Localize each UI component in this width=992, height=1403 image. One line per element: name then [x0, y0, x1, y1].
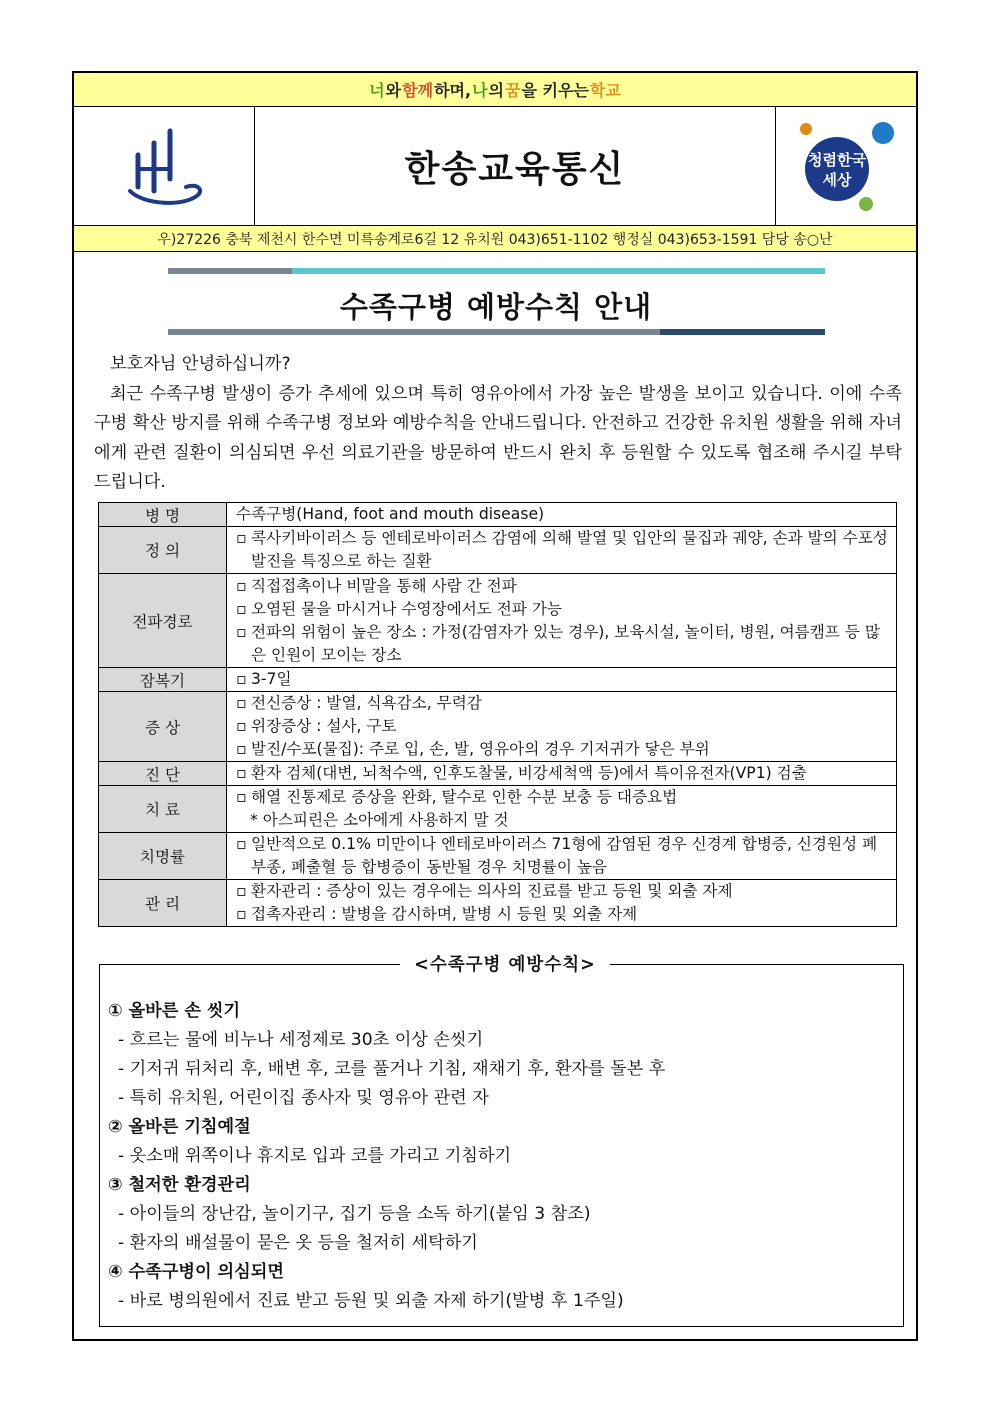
info-table-row [99, 503, 897, 527]
info-row-label: 치 료 [99, 786, 227, 833]
school-logo-icon [74, 107, 254, 225]
info-row-value [227, 762, 897, 786]
info-table-row [99, 692, 897, 762]
info-row-value [227, 527, 897, 574]
info-table-row [99, 786, 897, 833]
info-bullet [236, 598, 890, 621]
info-bullet-text: 3-7일 [251, 670, 292, 688]
info-table-row [99, 762, 897, 786]
info-bullet [236, 903, 890, 926]
newsletter-title: 한송교육통신 [404, 148, 626, 190]
prevention-heading: ④ 수족구병이 의심되면 [108, 1262, 284, 1282]
info-plain-text: 수족구병(Hand, foot and mouth disease) [236, 505, 545, 523]
info-row-value [227, 786, 897, 833]
info-table-row [99, 833, 897, 880]
info-bullet-text: 환자관리 : 증상이 있는 경우에는 의사의 진료를 받고 등원 및 외출 자제 [251, 882, 733, 900]
prevention-item: - 환자의 배설물이 묻은 옷 등을 철저히 세탁하기 [118, 1233, 478, 1253]
info-bullet-text: 오염된 물을 마시거나 수영장에서도 전파 가능 [251, 599, 562, 618]
info-row-value [227, 880, 897, 927]
info-table-row [99, 527, 897, 574]
info-bullet-text: 일반적으로 0.1% 미만이나 엔테로바이러스 71형에 감염된 경우 신경계 합병증, 신경원성 폐부종, 폐출혈 등 합병증이 동반될 경우 치명률이 높음 [251, 835, 878, 876]
motto-part: 너 [369, 81, 385, 100]
motto-part: 함께 [402, 81, 434, 100]
svg-text:세상: 세상 [822, 171, 852, 189]
newsletter-frame [72, 71, 918, 1341]
info-bullet [236, 527, 890, 573]
info-bullet-text: 콕사키바이러스 등 엔테로바이러스 감염에 의해 발열 및 입안의 물집과 궤양, 손과 발의 수포성 발진을 특징으로 하는 질환 [251, 529, 888, 570]
info-bullet [236, 738, 890, 761]
prevention-heading: ③ 철저한 환경관리 [108, 1175, 251, 1195]
school-motto [74, 73, 916, 107]
info-table-row [99, 574, 897, 668]
info-bullet-text: 전신증상 : 발열, 식욕감소, 무력감 [251, 694, 482, 712]
intro-body: 최근 수족구병 발생이 증가 추세에 있으며 특히 영유아에서 가장 높은 발생을 보이고 있습니다. 이에 수족구병 확산 방지를 위해 수족구병 정보와 예방수칙을 안내드립니다. 안전하고 건강한 유치원 생활을 위해 자녀에게 관련 질환이 의심되면 우선 의료기관을 방문하여 반드시 완치 후 등원할 수 있도록 협조해 주시길 부탁드립니다. [94, 383, 902, 492]
integrity-logo-icon [776, 107, 916, 225]
info-bullet [236, 786, 890, 809]
prevention-heading: ② 올바른 기침예절 [108, 1117, 251, 1137]
prevention-item: - 특히 유치원, 어린이집 종사자 및 영유아 관련 자 [118, 1088, 489, 1108]
intro-text [94, 350, 902, 498]
info-row-value [227, 503, 897, 527]
prevention-title: <수족구병 예방수칙> [400, 951, 610, 976]
greeting: 보호자님 안녕하십니까? [110, 354, 291, 374]
info-row-label: 관 리 [99, 880, 227, 927]
info-bullet [236, 833, 890, 879]
motto-part: 하며, [434, 81, 472, 100]
svg-text:청렴한국: 청렴한국 [808, 151, 866, 169]
school-logo-cell [74, 107, 255, 225]
integrity-logo-cell [775, 107, 916, 225]
school-address: 우)27226 충북 제천시 한수면 미륵송계로6길 12 유치원 043)651-1102 행정실 043)653-1591 담당 송○난 [74, 226, 916, 252]
motto-part: 꿈 [505, 81, 521, 100]
title-bar-bottom-accent [660, 329, 825, 335]
info-table-row [99, 668, 897, 692]
prevention-heading: ① 올바른 손 씻기 [108, 1001, 241, 1021]
title-bar-top-accent [292, 268, 825, 274]
prevention-item: - 아이들의 장난감, 놀이기구, 집기 등을 소독 하기(붙임 3 참조) [118, 1204, 591, 1224]
info-row-label: 잠복기 [99, 668, 227, 692]
info-bullet [236, 575, 890, 598]
title-bar-bottom [168, 329, 660, 335]
title-bar-top [168, 268, 292, 274]
info-row-value [227, 668, 897, 692]
info-bullet-text: 발진/수포(물집): 주로 입, 손, 발, 영유아의 경우 기저귀가 닿은 부위 [251, 740, 710, 758]
info-row-label: 증 상 [99, 692, 227, 762]
info-bullet-text: 전파의 위험이 높은 장소 : 가정(감염자가 있는 경우), 보육시설, 놀이터, 병원, 여름캠프 등 많은 인원이 모이는 장소 [251, 622, 880, 664]
prevention-item: - 옷소매 위쪽이나 휴지로 입과 코를 가리고 기침하기 [118, 1146, 512, 1166]
info-row-label: 병 명 [99, 503, 227, 527]
prevention-box [99, 955, 904, 1327]
prevention-item: - 바로 병의원에서 진료 받고 등원 및 외출 자제 하기(발병 후 1주일) [118, 1291, 624, 1311]
prevention-list [108, 997, 888, 1316]
motto-part: 나 [472, 81, 488, 100]
info-bullet [236, 880, 890, 903]
info-bullet-text: 위장증상 : 설사, 구토 [251, 717, 397, 735]
document-title: 수족구병 예방수칙 안내 [339, 290, 653, 324]
info-bullet-text: 해열 진통제로 증상을 완화, 탈수로 인한 수분 보충 등 대증요법 [251, 788, 678, 806]
disease-info-table [98, 502, 897, 927]
info-bullet [236, 715, 890, 738]
motto-part: 와 [385, 81, 402, 100]
info-row-label: 진 단 [99, 762, 227, 786]
info-row-value [227, 692, 897, 762]
info-row-label: 정 의 [99, 527, 227, 574]
info-bullet-text: 접촉자관리 : 발병을 감시하며, 발병 시 등원 및 외출 자제 [251, 905, 638, 923]
info-table-row [99, 880, 897, 927]
motto-part: 의 [488, 81, 504, 100]
info-note: * 아스피린은 소아에게 사용하지 말 것 [250, 811, 509, 829]
motto-part: 을 키우는 [521, 81, 589, 100]
prevention-item: - 흐르는 물에 비누나 세정제로 30초 이상 손씻기 [118, 1030, 484, 1050]
info-bullet [236, 762, 890, 785]
newsletter-header [74, 107, 916, 226]
info-bullet [236, 621, 890, 667]
motto-part: 학교 [589, 81, 621, 100]
info-row-label: 치명률 [99, 833, 227, 880]
prevention-item: - 기저귀 뒤처리 후, 배변 후, 코를 풀거나 기침, 재채기 후, 환자를 돌본 후 [118, 1059, 666, 1079]
info-bullet [236, 692, 890, 715]
info-row-label: 전파경로 [99, 574, 227, 668]
info-row-value [227, 574, 897, 668]
info-bullet-text: 직접접촉이나 비말을 통해 사람 간 전파 [251, 576, 517, 595]
info-row-value [227, 833, 897, 880]
info-bullet-text: 환자 검체(대변, 뇌척수액, 인후도찰물, 비강세척액 등)에서 특이유전자(VP1) 검출 [251, 764, 807, 782]
info-bullet [236, 668, 890, 691]
